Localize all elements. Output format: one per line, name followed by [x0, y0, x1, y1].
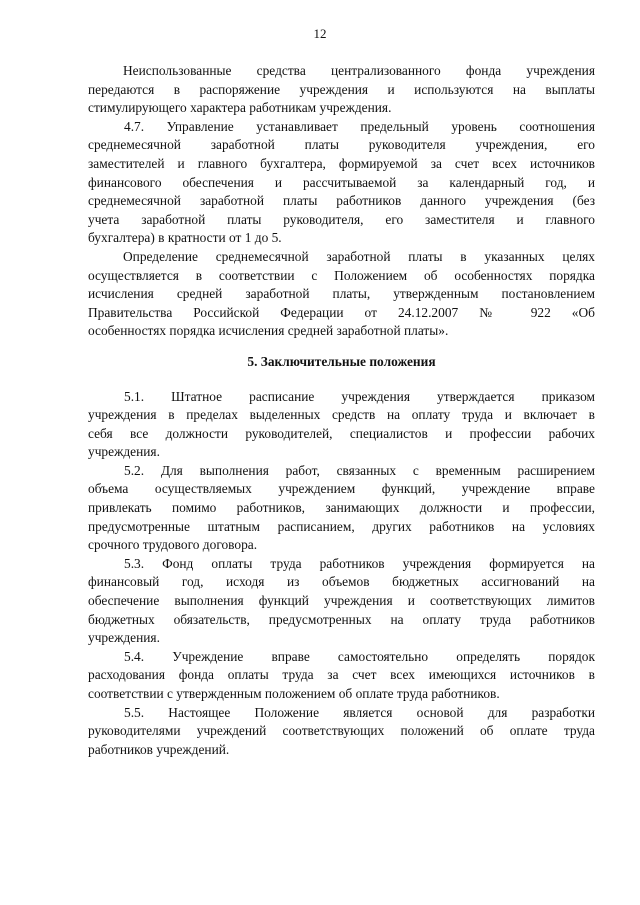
paragraph-5-4	[88, 648, 595, 704]
page-number: 12	[313, 26, 327, 41]
spacer	[88, 372, 595, 388]
paragraph-line: учреждения в пределах выделенных средств на оплату труда и включает в	[88, 407, 595, 423]
paragraph-line: бюджетных обязательств, предусмотренных на оплату труда работников	[88, 611, 595, 627]
paragraph-line: особенностях порядка исчисления средней заработной платы».	[88, 323, 449, 339]
paragraph-5-2	[88, 462, 595, 555]
paragraph-4-7	[88, 118, 595, 248]
paragraph-line: стимулирующего характера работникам учреждения.	[88, 100, 392, 116]
paragraph-line: 4.7. Управление устанавливает предельный уровень соотношения	[124, 118, 595, 134]
paragraph-line: объема осуществляемых учреждением функций, учреждение вправе	[88, 481, 595, 497]
paragraph-line: заместителей и главного бухгалтера, формируемой за счет всех источников	[88, 155, 595, 171]
paragraph-line: учреждения.	[88, 444, 160, 460]
paragraph-line: финансового обеспечения и рассчитываемой за календарный год, и	[88, 174, 595, 190]
paragraph-line: передаются в распоряжение учреждения и используются на выплаты	[88, 81, 595, 97]
section-heading: 5. Заключительные положения	[247, 353, 436, 369]
paragraph-line: соответствии с утвержденным положением об оплате труда работников.	[88, 686, 500, 701]
paragraph-line: Неиспользованные средства централизованного фонда учреждения	[123, 63, 595, 78]
document-body	[88, 62, 595, 759]
paragraph-line: осуществляется в соответствии с Положением об особенностях порядка	[88, 267, 595, 283]
paragraph-line: руководителями учреждений соответствующих положений об оплате труда	[88, 723, 595, 739]
paragraph-line: обеспечение выполнения функций учреждения и соответствующих лимитов	[88, 593, 595, 609]
paragraph-line: работников учреждений.	[88, 741, 230, 757]
paragraph-line: финансовый год, исходя из объемов бюджетных ассигнований на	[88, 574, 595, 590]
paragraph-line: среднемесячной заработной платы работников данного учреждения (без	[88, 193, 595, 209]
paragraph-line: расходования фонда оплаты труда за счет всех имеющихся источников в	[88, 667, 595, 683]
paragraph-line: 5.2. Для выполнения работ, связанных с временным расширением	[124, 462, 595, 478]
paragraph-5-1	[88, 388, 595, 462]
paragraph-line: 5.5. Настоящее Положение является основой для разработки	[124, 704, 595, 720]
paragraph-5-5	[88, 704, 595, 760]
paragraph-line: среднемесячной заработной платы руководителя учреждения, его	[88, 137, 595, 153]
paragraph-line: бухгалтера) в кратности от 1 до 5.	[88, 230, 282, 246]
paragraph-line: 5.4. Учреждение вправе самостоятельно определять порядок	[124, 648, 595, 664]
paragraph-line: Правительства Российской Федерации от 24.12.2007 № 922 «Об	[88, 304, 595, 320]
paragraph-unused-funds	[88, 62, 595, 118]
paragraph-line: учета заработной платы руководителя, его заместителя и главного	[88, 211, 595, 227]
spacer	[88, 341, 595, 353]
paragraph-line: 5.3. Фонд оплаты труда работников учреждения формируется на	[124, 555, 595, 571]
paragraph-line: предусмотренные штатным расписанием, других работников на условиях	[88, 518, 595, 534]
paragraph-salary-definition	[88, 248, 595, 341]
paragraph-line: учреждения.	[88, 630, 160, 646]
paragraph-line: привлекать помимо работников, занимающих должности и профессии,	[88, 500, 595, 516]
paragraph-line: исчисления средней заработной платы, утвержденным постановлением	[88, 286, 595, 302]
paragraph-line: 5.1. Штатное расписание учреждения утверждается приказом	[124, 388, 595, 404]
paragraph-line: себя все должности руководителей, специалистов и профессии рабочих	[88, 425, 595, 441]
paragraph-line: Определение среднемесячной заработной платы в указанных целях	[123, 248, 595, 264]
paragraph-5-3	[88, 555, 595, 648]
paragraph-line: срочного трудового договора.	[88, 537, 258, 553]
